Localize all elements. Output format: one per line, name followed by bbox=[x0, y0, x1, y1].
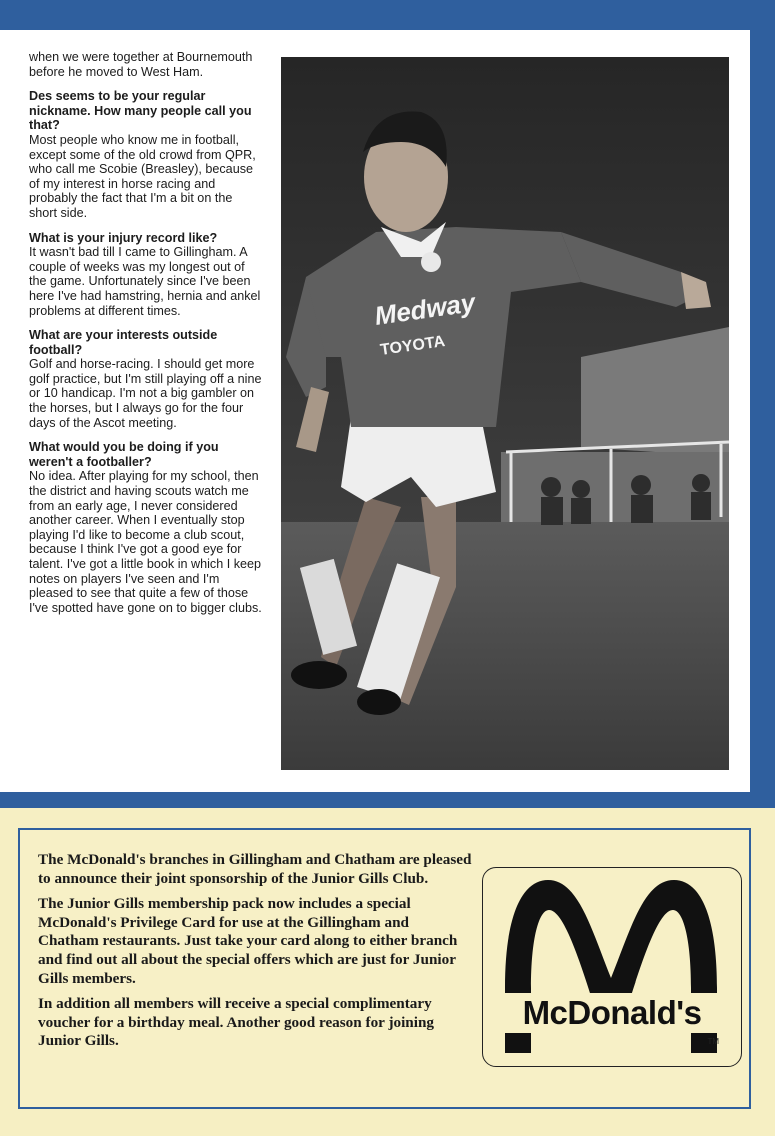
mcdonalds-wordmark: McDonald's bbox=[493, 993, 731, 1033]
qa-block-3 bbox=[29, 328, 263, 430]
golden-arches-icon bbox=[483, 868, 740, 1065]
footballer-illustration bbox=[281, 57, 729, 770]
qa-block-2 bbox=[29, 231, 263, 319]
question-4: What would you be doing if you weren't a footballer? bbox=[29, 440, 219, 469]
question-1: Des seems to be your regular nickname. How many people call you that? bbox=[29, 89, 252, 133]
answer-4: No idea. After playing for my school, then the district and having scouts watch me from an early age, I never considered another career. When I eventually stop playing I'd like to become a club scout, because I think I've got a good eye for talent. I've got a little book in which I keep notes on players I've seen and I'm pleased to see that quite a few of those I've spotted have gone on to bigger clubs. bbox=[29, 469, 262, 615]
qa-block-4 bbox=[29, 440, 263, 615]
sponsorship-paragraph-3: In addition all members will receive a special complimentary voucher for a birthday meal. Another good reason for joining Junior Gills. bbox=[38, 995, 435, 1050]
shirt-sponsor-medway: Medway bbox=[372, 287, 478, 331]
trademark-symbol: TM bbox=[707, 1037, 719, 1046]
club-badge bbox=[421, 252, 441, 272]
question-2: What is your injury record like? bbox=[29, 230, 218, 245]
answer-3: Golf and horse-racing. I should get more golf practice, but I'm still playing off a nine or 10 handicap. I'm not a big gambler on the horses, but I always go for the four days of the Ascot meeting. bbox=[29, 357, 262, 430]
mcdonalds-logo bbox=[482, 867, 742, 1067]
answer-2: It wasn't bad till I came to Gillingham. A couple of weeks was my longest out of the game. Unfortunately since I've been here I've had hamstring, hernia and ankel problems at different times. bbox=[29, 245, 261, 318]
sponsorship-paragraph-2: The Junior Gills membership pack now includes a special McDonald's Privilege Card for use at the Gillingham and Chatham restaurants. Just take your card along to either branch and find out all about the special offers which are just for Junior Gills members. bbox=[38, 895, 458, 987]
footballer-photo bbox=[281, 57, 729, 770]
interview-intro: when we were together at Bournemouth before he moved to West Ham. bbox=[29, 50, 253, 79]
interview-text bbox=[29, 50, 263, 625]
question-3: What are your interests outside football? bbox=[29, 328, 218, 357]
answer-1: Most people who know me in football, except some of the old crowd from QPR, who call me Scobie (Breasley), because of my interest in horse racing and probably the fact that I'm a bit on the short side. bbox=[29, 132, 256, 220]
sponsorship-paragraph-1: The McDonald's branches in Gillingham and Chatham are pleased to announce their joint sponsorship of the Junior Gills Club. bbox=[38, 851, 472, 887]
shirt-sponsor-toyota: TOYOTA bbox=[379, 333, 447, 359]
sponsorship-text bbox=[38, 851, 473, 1058]
qa-block-1 bbox=[29, 89, 263, 220]
